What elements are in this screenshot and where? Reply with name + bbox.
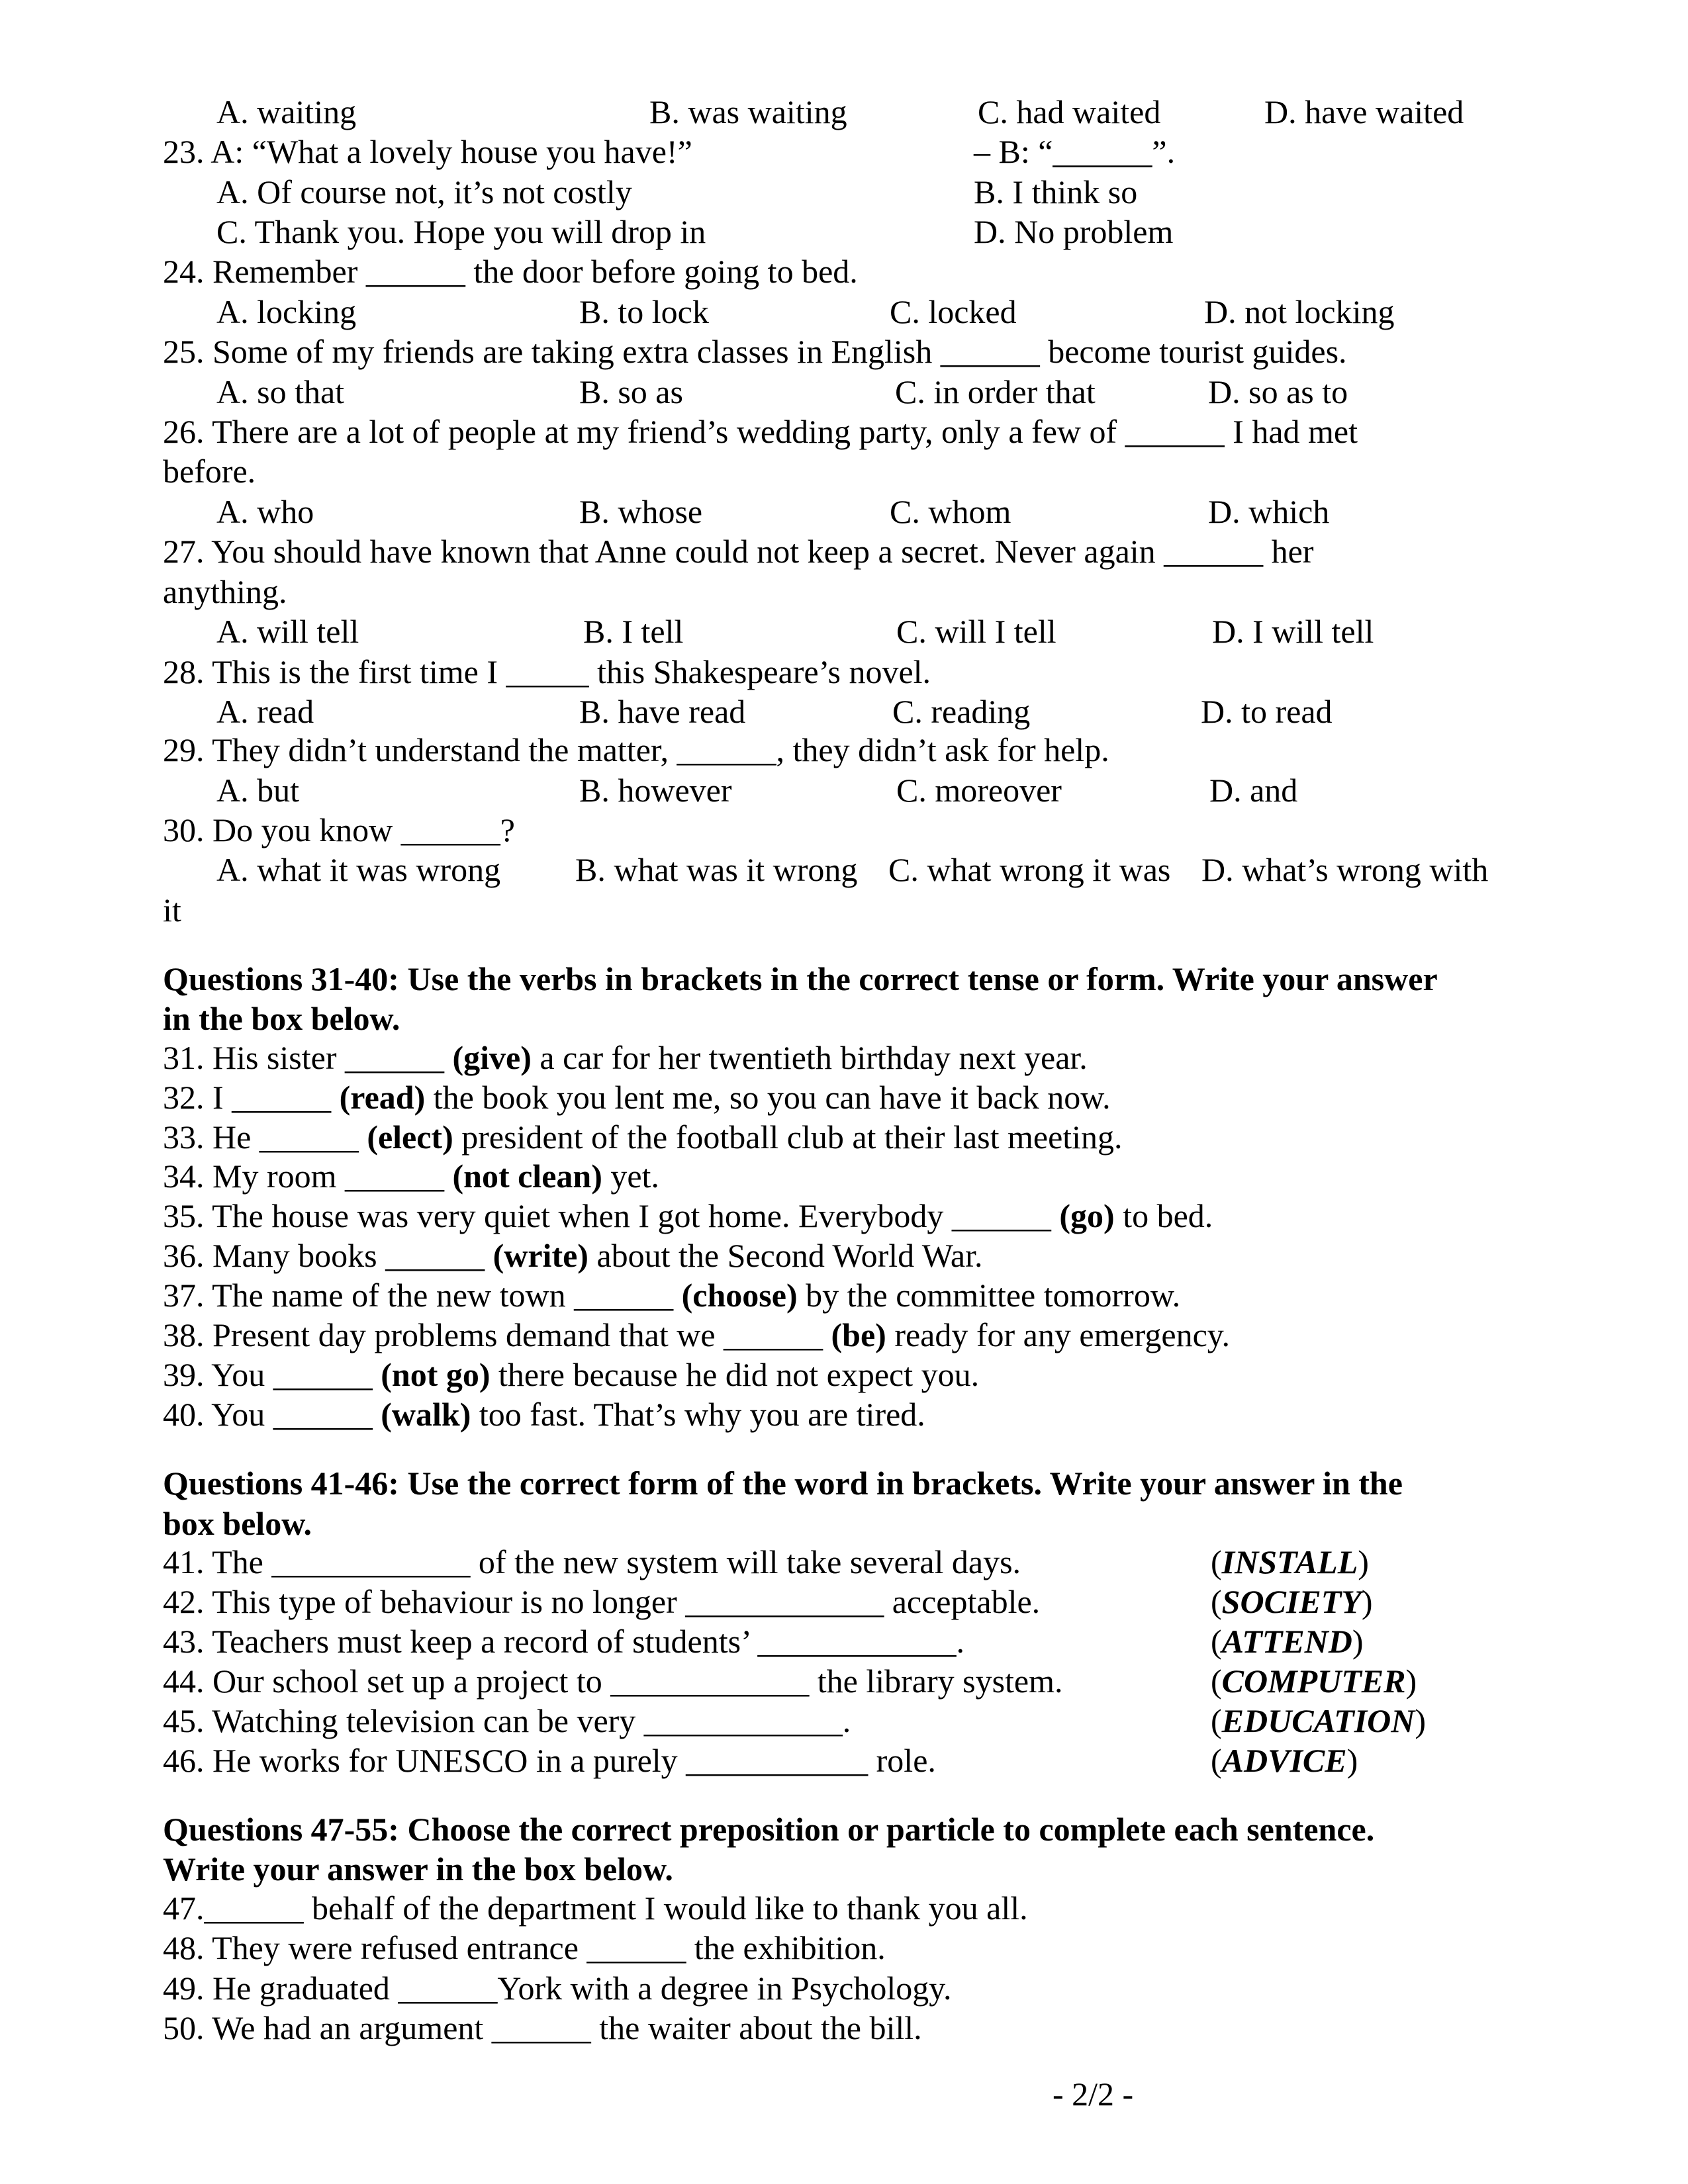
option-c: C. reading	[892, 693, 1031, 730]
root-word: EDUCATION	[1221, 1702, 1415, 1739]
option-c: C. will I tell	[896, 613, 1056, 650]
root-word-brackets	[1211, 1544, 1369, 1580]
stem-end: about the Second World War.	[588, 1237, 983, 1274]
option-c: C. locked	[890, 293, 1017, 330]
stem: 42. This type of behaviour is no longer ____________ acceptable.	[163, 1583, 1041, 1620]
q30-options-wrap: it	[163, 891, 181, 929]
verb: (give)	[452, 1039, 532, 1076]
root-word-brackets	[1211, 1663, 1417, 1700]
question-reply: – B: “______”.	[974, 133, 1176, 170]
section-heading-cont: box below.	[163, 1505, 312, 1542]
q30-options	[163, 852, 1619, 888]
stem: 34. My room ______	[163, 1158, 453, 1195]
question-stem: 23. A: “What a lovely house you have!”	[163, 133, 692, 170]
option-c: C. whom	[890, 493, 1011, 530]
question-29: 29. They didn’t understand the matter, ______, they didn’t ask for help.	[163, 731, 1109, 768]
q26-options	[163, 494, 1619, 530]
verb: (be)	[831, 1316, 886, 1353]
question-31	[163, 1040, 1619, 1076]
option-a: A. Of course not, it’s not costly	[216, 173, 632, 210]
verb: (walk)	[381, 1396, 471, 1433]
stem: 36. Many books ______	[163, 1237, 493, 1274]
section-heading-cont: in the box below.	[163, 1000, 400, 1037]
stem-end: the book you lent me, so you can have it back now.	[425, 1079, 1111, 1116]
question-26-cont: before.	[163, 453, 256, 490]
option-d: D. so as to	[1208, 373, 1348, 410]
option-b: B. I tell	[583, 613, 684, 650]
q27-options	[163, 614, 1619, 650]
stem: 35. The house was very quiet when I got home. Everybody ______	[163, 1197, 1060, 1234]
root-word-brackets	[1211, 1623, 1364, 1660]
verb: (write)	[492, 1237, 588, 1274]
stem: 40. You ______	[163, 1396, 381, 1433]
root-word: COMPUTER	[1221, 1662, 1406, 1700]
question-27-cont: anything.	[163, 573, 287, 610]
root-word: INSTALL	[1221, 1543, 1358, 1580]
page-number: - 2/2 -	[1053, 2075, 1134, 2113]
option-a: A. so that	[216, 373, 345, 410]
root-word-brackets	[1211, 1743, 1358, 1779]
q25-options	[163, 374, 1619, 410]
section-heading: Questions 31-40: Use the verbs in brackets in the correct tense or form. Write your answer	[163, 960, 1438, 997]
option-d: D. have waited	[1264, 93, 1464, 130]
verb: (not clean)	[452, 1158, 602, 1195]
option-b: B. was waiting	[649, 93, 847, 130]
stem-end: yet.	[602, 1158, 659, 1195]
q28-options	[163, 694, 1619, 730]
question-46	[163, 1743, 1619, 1779]
verb: (read)	[339, 1079, 426, 1116]
root-word-brackets	[1211, 1703, 1426, 1739]
question-39	[163, 1357, 1619, 1393]
option-c: C. had waited	[978, 93, 1161, 130]
question-33	[163, 1119, 1619, 1156]
stem-end: to bed.	[1114, 1197, 1213, 1234]
verb: (choose)	[681, 1277, 798, 1314]
question-24: 24. Remember ______ the door before going to bed.	[163, 253, 858, 290]
option-b: B. have read	[579, 693, 746, 730]
option-a: A. read	[216, 693, 314, 730]
stem: 43. Teachers must keep a record of students’ ____________.	[163, 1623, 965, 1660]
verb: (not go)	[381, 1356, 491, 1393]
option-a: A. waiting	[216, 93, 357, 130]
root-word: SOCIETY	[1221, 1583, 1362, 1620]
option-d: D. and	[1209, 772, 1298, 809]
option-c: C. what wrong it was	[888, 851, 1171, 888]
q29-options	[163, 772, 1619, 809]
root-word: ADVICE	[1221, 1742, 1347, 1779]
question-23	[163, 134, 1619, 170]
question-44	[163, 1663, 1619, 1700]
stem: 38. Present day problems demand that we ______	[163, 1316, 831, 1353]
option-d: D. which	[1208, 493, 1330, 530]
question-42	[163, 1584, 1619, 1620]
option-b: B. whose	[579, 493, 703, 530]
stem: 41. The ____________ of the new system will take several days.	[163, 1543, 1021, 1580]
stem-end: there because he did not expect you.	[490, 1356, 980, 1393]
option-c: C. Thank you. Hope you will drop in	[216, 213, 706, 250]
question-32	[163, 1079, 1619, 1116]
option-a: A. but	[216, 772, 299, 809]
root-word: ATTEND	[1221, 1623, 1352, 1660]
question-37	[163, 1277, 1619, 1314]
option-d: D. what’s wrong with	[1201, 851, 1489, 888]
question-41	[163, 1544, 1619, 1580]
option-b: B. so as	[579, 373, 683, 410]
option-d: D. I will tell	[1212, 613, 1374, 650]
stem: 32. I ______	[163, 1079, 340, 1116]
q23-options-row1	[163, 174, 1619, 210]
question-28: 28. This is the first time I _____ this Shakespeare’s novel.	[163, 653, 931, 690]
option-a: A. locking	[216, 293, 357, 330]
question-43	[163, 1623, 1619, 1660]
question-40	[163, 1396, 1619, 1433]
stem-end: by the committee tomorrow.	[797, 1277, 1181, 1314]
root-word-brackets	[1211, 1584, 1372, 1620]
stem: 31. His sister ______	[163, 1039, 453, 1076]
question-48: 48. They were refused entrance ______ the exhibition.	[163, 1929, 886, 1966]
section-heading-cont: Write your answer in the box below.	[163, 1850, 673, 1888]
option-d: D. to read	[1201, 693, 1333, 730]
option-b: B. what was it wrong	[575, 851, 858, 888]
option-d: D. No problem	[974, 213, 1174, 250]
question-26: 26. There are a lot of people at my friend’s wedding party, only a few of ______ I had met	[163, 413, 1358, 450]
question-36	[163, 1238, 1619, 1274]
question-38	[163, 1317, 1619, 1353]
question-35	[163, 1198, 1619, 1234]
option-c: C. in order that	[895, 373, 1096, 410]
section-heading: Questions 47-55: Choose the correct preposition or particle to complete each sentence.	[163, 1811, 1375, 1848]
question-30: 30. Do you know ______?	[163, 811, 515, 848]
verb: (elect)	[367, 1118, 453, 1156]
question-49: 49. He graduated ______York with a degree in Psychology.	[163, 1970, 952, 2007]
question-47: 47.______ behalf of the department I would like to thank you all.	[163, 1889, 1028, 1927]
option-b: B. to lock	[579, 293, 709, 330]
verb: (go)	[1059, 1197, 1115, 1234]
section-heading: Questions 41-46: Use the correct form of the word in brackets. Write your answer in the	[163, 1465, 1403, 1502]
question-25: 25. Some of my friends are taking extra classes in English ______ become tourist guides.	[163, 333, 1347, 370]
stem-end: a car for her twentieth birthday next year.	[531, 1039, 1088, 1076]
stem: 46. He works for UNESCO in a purely ___________ role.	[163, 1742, 936, 1779]
stem: 33. He ______	[163, 1118, 367, 1156]
option-d: D. not locking	[1204, 293, 1395, 330]
stem-end: president of the football club at their last meeting.	[453, 1118, 1123, 1156]
question-50: 50. We had an argument ______ the waiter about the bill.	[163, 2009, 922, 2046]
q24-options	[163, 294, 1619, 330]
option-b: B. however	[579, 772, 732, 809]
option-b: B. I think so	[974, 173, 1138, 210]
stem-end: too fast. That’s why you are tired.	[471, 1396, 925, 1433]
stem-end: ready for any emergency.	[886, 1316, 1231, 1353]
stem: 39. You ______	[163, 1356, 381, 1393]
q23-options-row2	[163, 214, 1619, 250]
stem: 44. Our school set up a project to ____________ the library system.	[163, 1662, 1063, 1700]
question-27: 27. You should have known that Anne could not keep a secret. Never again ______ her	[163, 533, 1314, 570]
option-a: A. will tell	[216, 613, 359, 650]
option-a: A. who	[216, 493, 314, 530]
option-a: A. what it was wrong	[216, 851, 501, 888]
question-45	[163, 1703, 1619, 1739]
q22-options	[163, 94, 1619, 130]
question-34	[163, 1158, 1619, 1195]
option-c: C. moreover	[896, 772, 1062, 809]
stem: 45. Watching television can be very ____________.	[163, 1702, 851, 1739]
stem: 37. The name of the new town ______	[163, 1277, 682, 1314]
